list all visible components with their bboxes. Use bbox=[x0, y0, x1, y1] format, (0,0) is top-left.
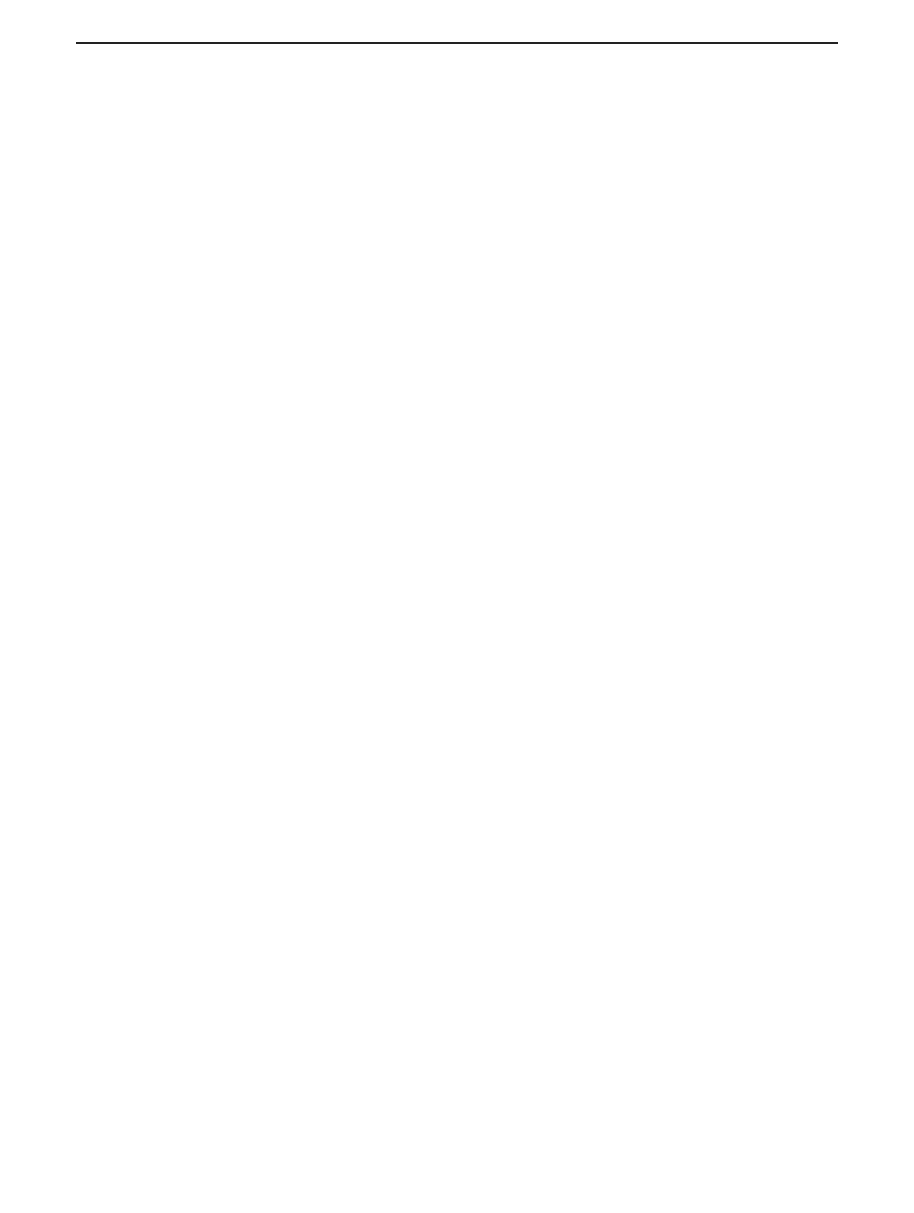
tosafot-commentary bbox=[78, 48, 304, 388]
header-rule bbox=[76, 42, 838, 44]
gemara-main-text-wide bbox=[78, 382, 596, 1062]
right-margin-column bbox=[840, 46, 906, 646]
left-margin-column bbox=[6, 46, 76, 1166]
gemara-main-text bbox=[306, 130, 596, 380]
rashi-commentary bbox=[604, 48, 836, 1048]
footer-notes bbox=[78, 1066, 836, 1136]
